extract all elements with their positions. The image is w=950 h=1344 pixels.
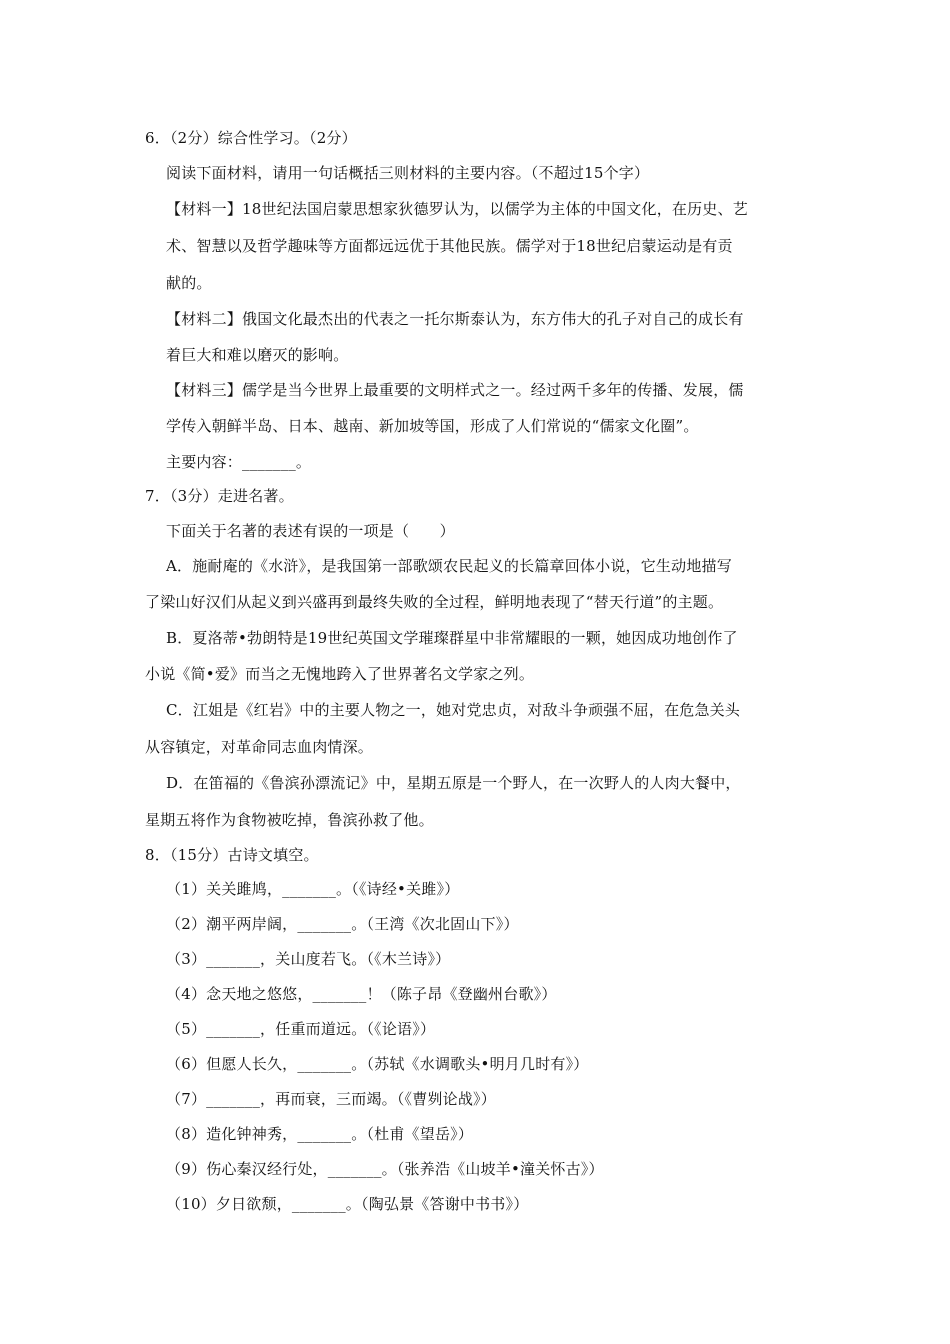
q6-instruction: 阅读下面材料，请用一句话概括三则材料的主要内容。（不超过15个字） [166,164,650,182]
q8-item-6: （6）但愿人长久，_______。（苏轼《水调歌头•明月几时有》） [166,1055,589,1073]
q6-material1-line1: 【材料一】18世纪法国启蒙思想家狄德罗认为，以儒学为主体的中国文化，在历史、艺 [166,200,748,218]
q7-option-b-line1: B．夏洛蒂•勃朗特是19世纪英国文学璀璨群星中非常耀眼的一颗，她因成功地创作了 [166,629,738,647]
q8-item-7: （7）_______，再而衰，三而竭。（《曹刿论战》） [166,1090,496,1108]
q6-material1-line2: 术、智慧以及哲学趣味等方面都远远优于其他民族。儒学对于18世纪启蒙运动是有贡 [166,237,733,255]
q7-option-c-line2: 从容镇定，对革命同志血肉情深。 [145,738,374,756]
q8-item-9: （9）伤心秦汉经行处，_______。（张养浩《山坡羊•潼关怀古》） [166,1160,604,1178]
q7-option-c-line1: C．江姐是《红岩》中的主要人物之一，她对党忠贞，对敌斗争顽强不屈，在危急关头 [166,701,741,719]
q7-option-a-line1: A．施耐庵的《水浒》，是我国第一部歌颂农民起义的长篇章回体小说，它生动地描写 [166,557,732,575]
q8-item-8: （8）造化钟神秀，_______。（杜甫《望岳》） [166,1125,474,1143]
q8-item-3: （3）_______，关山度若飞。（《木兰诗》） [166,950,451,968]
q6-material2-line2: 着巨大和难以磨灭的影响。 [166,346,349,364]
q7-option-b-line2: 小说《简•爱》而当之无愧地跨入了世界著名文学家之列。 [145,665,535,683]
q8-item-5: （5）_______，任重而道远。（《论语》） [166,1020,436,1038]
q6-material3-line1: 【材料三】儒学是当今世界上最重要的文明样式之一。经过两千多年的传播、发展，儒 [166,381,744,399]
q7-header: 7．（3分）走进名著。 [145,487,294,505]
q8-header: 8．（15分）古诗文填空。 [145,846,319,864]
q7-stem: 下面关于名著的表述有误的一项是（ ） [166,522,455,540]
q7-option-d-line1: D．在笛福的《鲁滨孙漂流记》中，星期五原是一个野人，在一次野人的人肉大餐中， [166,774,741,792]
q8-item-10: （10）夕日欲颓，_______。（陶弘景《答谢中书书》） [166,1195,529,1213]
q6-material1-line3: 献的。 [166,274,212,292]
q6-material3-line2: 学传入朝鲜半岛、日本、越南、新加坡等国，形成了人们常说的“儒家文化圈”。 [166,417,699,435]
q8-item-2: （2）潮平两岸阔，_______。（王湾《次北固山下》） [166,915,519,933]
q6-answer-blank: 主要内容：_______。 [166,453,312,471]
q8-item-1: （1）关关雎鸠，_______。（《诗经•关雎》） [166,880,460,898]
q6-header: 6．（2分）综合性学习。（2分） [145,129,357,147]
q7-option-d-line2: 星期五将作为食物被吃掉，鲁滨孙救了他。 [145,811,434,829]
q8-item-4: （4）念天地之悠悠，_______！（陈子昂《登幽州台歌》） [166,985,557,1003]
q6-material2-line1: 【材料二】俄国文化最杰出的代表之一托尔斯泰认为，东方伟大的孔子对自己的成长有 [166,310,744,328]
q7-option-a-line2: 了梁山好汉们从起义到兴盛再到最终失败的全过程，鲜明地表现了“替天行道”的主题。 [145,593,724,611]
